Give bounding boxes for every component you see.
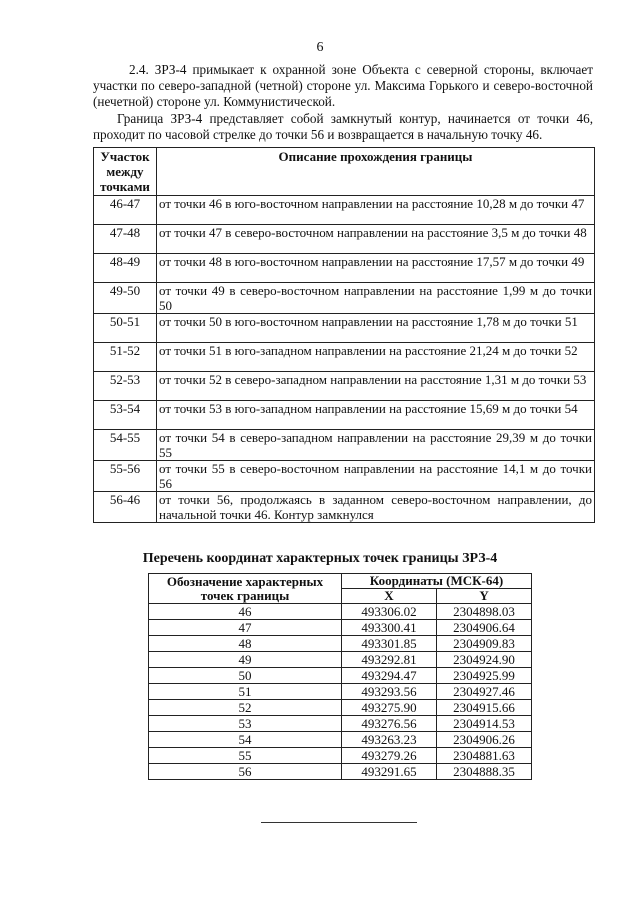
description-cell: от точки 48 в юго-восточном направлении на расстояние 17,57 м до точки 49 <box>157 254 595 283</box>
segment-cell: 51-52 <box>94 343 157 372</box>
table-row <box>94 343 595 372</box>
table-row <box>94 461 595 492</box>
table-header-row <box>94 148 595 196</box>
segment-cell: 52-53 <box>94 372 157 401</box>
table-row <box>149 732 532 748</box>
y-coordinate-cell: 2304927.46 <box>437 684 532 700</box>
column-header-point: Обозначение характерных точек границы <box>149 574 342 604</box>
table-row <box>149 716 532 732</box>
description-cell: от точки 52 в северо-западном направлении на расстояние 1,31 м до точки 53 <box>157 372 595 401</box>
boundary-segments-table <box>93 147 595 523</box>
table-row <box>94 401 595 430</box>
paragraph-zrz4-location: 2.4. ЗРЗ-4 примыкает к охранной зоне Объекта с северной стороны, включает участки по северо-западной (четной) стороне ул. Максима Горького и северо-восточной (нечетной) стороне ул. Коммунистической. <box>93 62 593 109</box>
coordinates-table <box>148 573 532 780</box>
description-cell: от точки 56, продолжаясь в заданном северо-восточном направлении, до начальной точки 46. Контур замкнулся <box>157 492 595 523</box>
point-cell: 50 <box>149 668 342 684</box>
segment-cell: 56-46 <box>94 492 157 523</box>
description-cell: от точки 54 в северо-западном направлении на расстояние 29,39 м до точки 55 <box>157 430 595 461</box>
table-row <box>149 700 532 716</box>
x-coordinate-cell: 493263.23 <box>342 732 437 748</box>
description-cell: от точки 50 в юго-восточном направлении на расстояние 1,78 м до точки 51 <box>157 314 595 343</box>
x-coordinate-cell: 493306.02 <box>342 604 437 620</box>
y-coordinate-cell: 2304925.99 <box>437 668 532 684</box>
column-header-y: Y <box>437 589 532 604</box>
point-cell: 46 <box>149 604 342 620</box>
table-row <box>149 764 532 780</box>
y-coordinate-cell: 2304906.26 <box>437 732 532 748</box>
description-cell: от точки 49 в северо-восточном направлении на расстояние 1,99 м до точки 50 <box>157 283 595 314</box>
segment-cell: 49-50 <box>94 283 157 314</box>
x-coordinate-cell: 493291.65 <box>342 764 437 780</box>
point-cell: 56 <box>149 764 342 780</box>
description-cell: от точки 55 в северо-восточном направлении на расстояние 14,1 м до точки 56 <box>157 461 595 492</box>
point-cell: 53 <box>149 716 342 732</box>
y-coordinate-cell: 2304906.64 <box>437 620 532 636</box>
x-coordinate-cell: 493301.85 <box>342 636 437 652</box>
point-cell: 48 <box>149 636 342 652</box>
signature-line <box>261 822 417 823</box>
column-header-coordinates: Координаты (МСК-64) <box>342 574 532 589</box>
page-number: 6 <box>316 40 324 55</box>
table-row <box>94 492 595 523</box>
segment-cell: 48-49 <box>94 254 157 283</box>
table-row <box>149 620 532 636</box>
paragraph-zrz4-boundary: Граница ЗРЗ-4 представляет собой замкнутый контур, начинается от точки 46, проходит по часовой стрелке до точки 56 и возвращается в начальную точку 46. <box>93 111 593 142</box>
table-row <box>94 430 595 461</box>
x-coordinate-cell: 493293.56 <box>342 684 437 700</box>
segment-cell: 47-48 <box>94 225 157 254</box>
point-cell: 52 <box>149 700 342 716</box>
table-row <box>149 604 532 620</box>
segment-cell: 55-56 <box>94 461 157 492</box>
x-coordinate-cell: 493300.41 <box>342 620 437 636</box>
y-coordinate-cell: 2304898.03 <box>437 604 532 620</box>
table-row <box>94 225 595 254</box>
segment-cell: 54-55 <box>94 430 157 461</box>
y-coordinate-cell: 2304881.63 <box>437 748 532 764</box>
table-header-row <box>149 574 532 589</box>
x-coordinate-cell: 493275.90 <box>342 700 437 716</box>
description-cell: от точки 46 в юго-восточном направлении на расстояние 10,28 м до точки 47 <box>157 196 595 225</box>
column-header-description: Описание прохождения границы <box>157 148 595 196</box>
column-header-x: X <box>342 589 437 604</box>
description-cell: от точки 53 в юго-западном направлении на расстояние 15,69 м до точки 54 <box>157 401 595 430</box>
table-row <box>149 652 532 668</box>
table-row <box>94 314 595 343</box>
table-row <box>94 196 595 225</box>
segment-cell: 53-54 <box>94 401 157 430</box>
y-coordinate-cell: 2304924.90 <box>437 652 532 668</box>
y-coordinate-cell: 2304888.35 <box>437 764 532 780</box>
description-cell: от точки 51 в юго-западном направлении на расстояние 21,24 м до точки 52 <box>157 343 595 372</box>
point-cell: 51 <box>149 684 342 700</box>
x-coordinate-cell: 493292.81 <box>342 652 437 668</box>
coordinates-table-title: Перечень координат характерных точек границы ЗРЗ-4 <box>142 551 498 566</box>
point-cell: 47 <box>149 620 342 636</box>
table-row <box>149 748 532 764</box>
x-coordinate-cell: 493276.56 <box>342 716 437 732</box>
column-header-segment: Участок между точками <box>94 148 157 196</box>
point-cell: 49 <box>149 652 342 668</box>
point-cell: 55 <box>149 748 342 764</box>
y-coordinate-cell: 2304914.53 <box>437 716 532 732</box>
x-coordinate-cell: 493279.26 <box>342 748 437 764</box>
point-cell: 54 <box>149 732 342 748</box>
table-row <box>94 372 595 401</box>
y-coordinate-cell: 2304909.83 <box>437 636 532 652</box>
description-cell: от точки 47 в северо-восточном направлении на расстояние 3,5 м до точки 48 <box>157 225 595 254</box>
segment-cell: 50-51 <box>94 314 157 343</box>
table-row <box>149 684 532 700</box>
y-coordinate-cell: 2304915.66 <box>437 700 532 716</box>
segment-cell: 46-47 <box>94 196 157 225</box>
table-row <box>149 668 532 684</box>
x-coordinate-cell: 493294.47 <box>342 668 437 684</box>
table-row <box>94 254 595 283</box>
table-row <box>94 283 595 314</box>
table-row <box>149 636 532 652</box>
